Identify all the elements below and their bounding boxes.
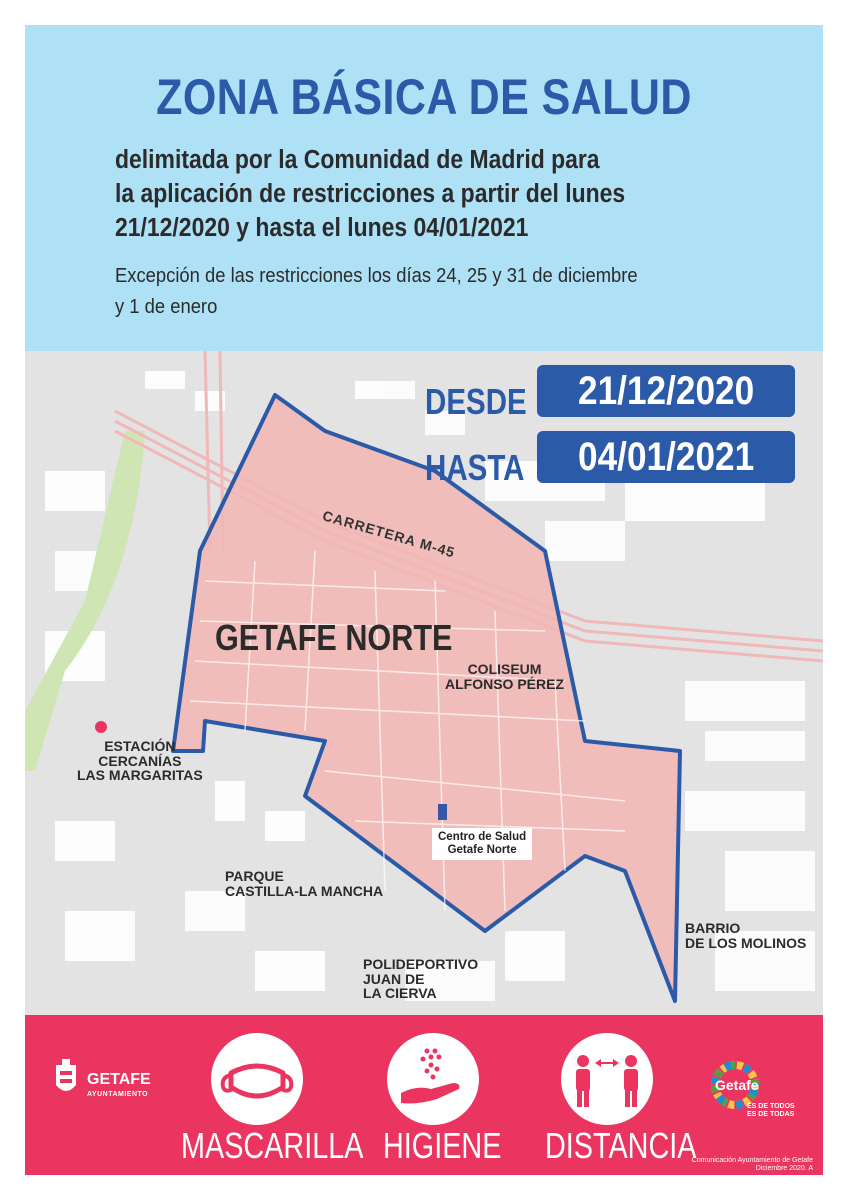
poster bbox=[25, 25, 823, 1175]
face-mask-icon bbox=[211, 1033, 303, 1125]
subtitle-line-2: la aplicación de restricciones a partir del lunes bbox=[115, 180, 626, 208]
zone-name: GETAFE NORTE bbox=[215, 617, 453, 658]
hygiene-label: HIGIENE bbox=[383, 1125, 502, 1166]
logo-sub: AYUNTAMIENTO bbox=[87, 1091, 149, 1098]
barrio-label: BARRIO DE LOS MOLINOS bbox=[685, 920, 807, 951]
from-label: DESDE bbox=[425, 381, 527, 422]
station-label: ESTACIÓN CERCANÍAS LAS MARGARITAS bbox=[77, 738, 203, 784]
sdg-logo-name: Getafe bbox=[715, 1077, 759, 1093]
map-area bbox=[25, 351, 823, 1015]
poster-title: ZONA BÁSICA DE SALUD bbox=[156, 69, 692, 125]
footer-panel bbox=[25, 1015, 823, 1175]
to-label: HASTA bbox=[425, 447, 525, 488]
station-marker bbox=[95, 721, 107, 733]
health-center-marker bbox=[438, 804, 447, 820]
logo-name: GETAFE bbox=[87, 1071, 151, 1088]
to-date-box bbox=[537, 431, 795, 483]
exception-line-2: y 1 de enero bbox=[115, 296, 218, 318]
health-center-label: Centro de Salud Getafe Norte bbox=[432, 828, 532, 860]
subtitle-line-1: delimitada por la Comunidad de Madrid para bbox=[115, 146, 600, 174]
crest-icon bbox=[53, 1059, 79, 1099]
social-distance-icon bbox=[561, 1033, 653, 1125]
distance-label: DISTANCIA bbox=[545, 1125, 697, 1166]
coliseum-label: COLISEUM ALFONSO PÉREZ bbox=[445, 661, 565, 692]
from-date: 21/12/2020 bbox=[577, 369, 755, 413]
mask-label: MASCARILLA bbox=[181, 1125, 364, 1166]
credit-text: Comunicación Ayuntamiento de Getafe Diciembre 2020. A bbox=[691, 1157, 813, 1172]
subtitle-line-3: 21/12/2020 y hasta el lunes 04/01/2021 bbox=[115, 214, 529, 242]
hand-wash-icon bbox=[387, 1033, 479, 1125]
to-date: 04/01/2021 bbox=[577, 435, 755, 479]
getafe-logo bbox=[53, 1059, 79, 1104]
sports-center-label: POLIDEPORTIVO JUAN DE LA CIERVA bbox=[363, 956, 479, 1002]
park-label: PARQUE CASTILLA-LA MANCHA bbox=[225, 868, 384, 899]
exception-line-1: Excepción de las restricciones los días 24, 25 y 31 de diciembre bbox=[115, 265, 638, 287]
from-date-box bbox=[537, 365, 795, 417]
sdg-tagline: ES DE TODOS ES DE TODAS bbox=[747, 1103, 795, 1119]
road-label: CARRETERA M-45 bbox=[320, 507, 458, 561]
header-panel bbox=[25, 25, 823, 351]
